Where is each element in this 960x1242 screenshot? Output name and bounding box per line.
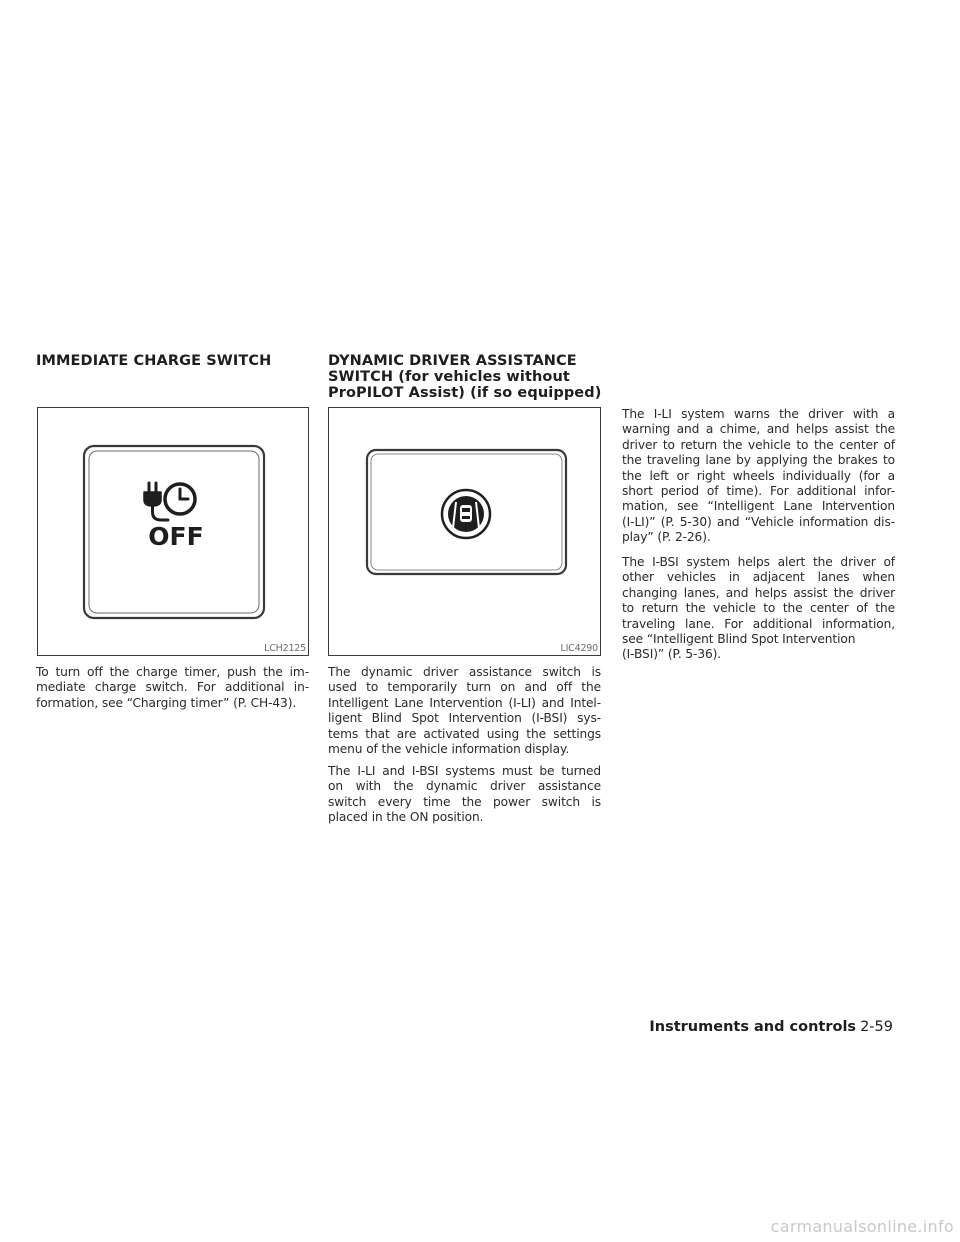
immediate-charge-switch-figure <box>37 407 309 656</box>
text-line: the left or right wheels individually (for a <box>622 468 895 483</box>
text-line: driver to return the vehicle to the center of <box>622 437 895 452</box>
text-line: The dynamic driver assistance switch is <box>328 665 601 679</box>
text-line: used to temporarily turn on and off the <box>328 680 601 695</box>
text-line: (I-LI)” (P. 5-30) and “Vehicle information dis- <box>622 514 895 529</box>
immediate-charge-paragraph <box>36 665 309 711</box>
text-line: traveling lane. For additional information, <box>622 616 895 631</box>
text-line: switch every time the power switch is <box>328 794 601 809</box>
text-line: mation, see “Intelligent Lane Intervention <box>622 499 895 514</box>
text-line: the traveling lane by applying the brakes to <box>622 453 895 468</box>
footer-section-title: Instruments and controls <box>649 1019 857 1035</box>
dynamic-driver-assistance-heading <box>328 353 601 401</box>
text-line: Intelligent Lane Intervention (I-LI) and Intel- <box>328 695 601 710</box>
heading-line: DYNAMIC DRIVER ASSISTANCE <box>328 353 577 369</box>
page-number: 2-59 <box>860 1019 893 1035</box>
page-footer <box>649 1019 893 1035</box>
text-line: tems that are activated using the settings <box>328 726 601 741</box>
text-line: formation, see “Charging timer” (P. CH-43). <box>36 695 297 710</box>
text-line: ligent Blind Spot Intervention (I-BSI) sys- <box>328 711 601 726</box>
i-bsi-paragraph <box>622 555 895 663</box>
i-li-paragraph <box>622 407 895 546</box>
vehicle-lane-icon <box>442 490 490 538</box>
text-line: play” (P. 2-26). <box>622 530 711 545</box>
plug-clock-icon <box>144 483 195 520</box>
charge-switch-illustration <box>38 408 308 655</box>
immediate-charge-switch-heading: IMMEDIATE CHARGE SWITCH <box>36 353 272 369</box>
text-line: short period of time). For additional infor- <box>622 484 895 499</box>
text-line: changing lanes, and helps assist the driver <box>622 585 895 600</box>
text-line: on with the dynamic driver assistance <box>328 779 601 794</box>
text-line: other vehicles in adjacent lanes when <box>622 570 895 585</box>
text-line: The I-LI system warns the driver with a <box>622 407 895 421</box>
text-line: The I-BSI system helps alert the driver of <box>622 555 895 569</box>
text-line: (I-BSI)” (P. 5-36). <box>622 647 722 662</box>
figure-code: LIC4290 <box>560 643 598 654</box>
assistance-switch-illustration <box>329 408 600 655</box>
watermark: carmanualsonline.info <box>770 1217 954 1236</box>
figure-code: LCH2125 <box>264 643 306 654</box>
dynamic-driver-assistance-figure <box>328 407 601 656</box>
text-line: mediate charge switch. For additional in- <box>36 680 309 695</box>
off-label: OFF <box>148 522 204 551</box>
text-line: To turn off the charge timer, push the im- <box>36 665 309 679</box>
dynamic-assistance-paragraph-2 <box>328 764 601 826</box>
text-line: placed in the ON position. <box>328 810 484 825</box>
dynamic-assistance-paragraph-1 <box>328 665 601 757</box>
text-line: warning and a chime, and helps assist the <box>622 422 895 437</box>
text-line: see “Intelligent Blind Spot Intervention <box>622 632 856 647</box>
heading-line: ProPILOT Assist) (if so equipped) <box>328 385 602 401</box>
text-line: The I-LI and I-BSI systems must be turned <box>328 764 601 778</box>
heading-line: SWITCH (for vehicles without <box>328 369 570 385</box>
text-line: to return the vehicle to the center of the <box>622 601 895 616</box>
text-line: menu of the vehicle information display. <box>328 742 570 757</box>
